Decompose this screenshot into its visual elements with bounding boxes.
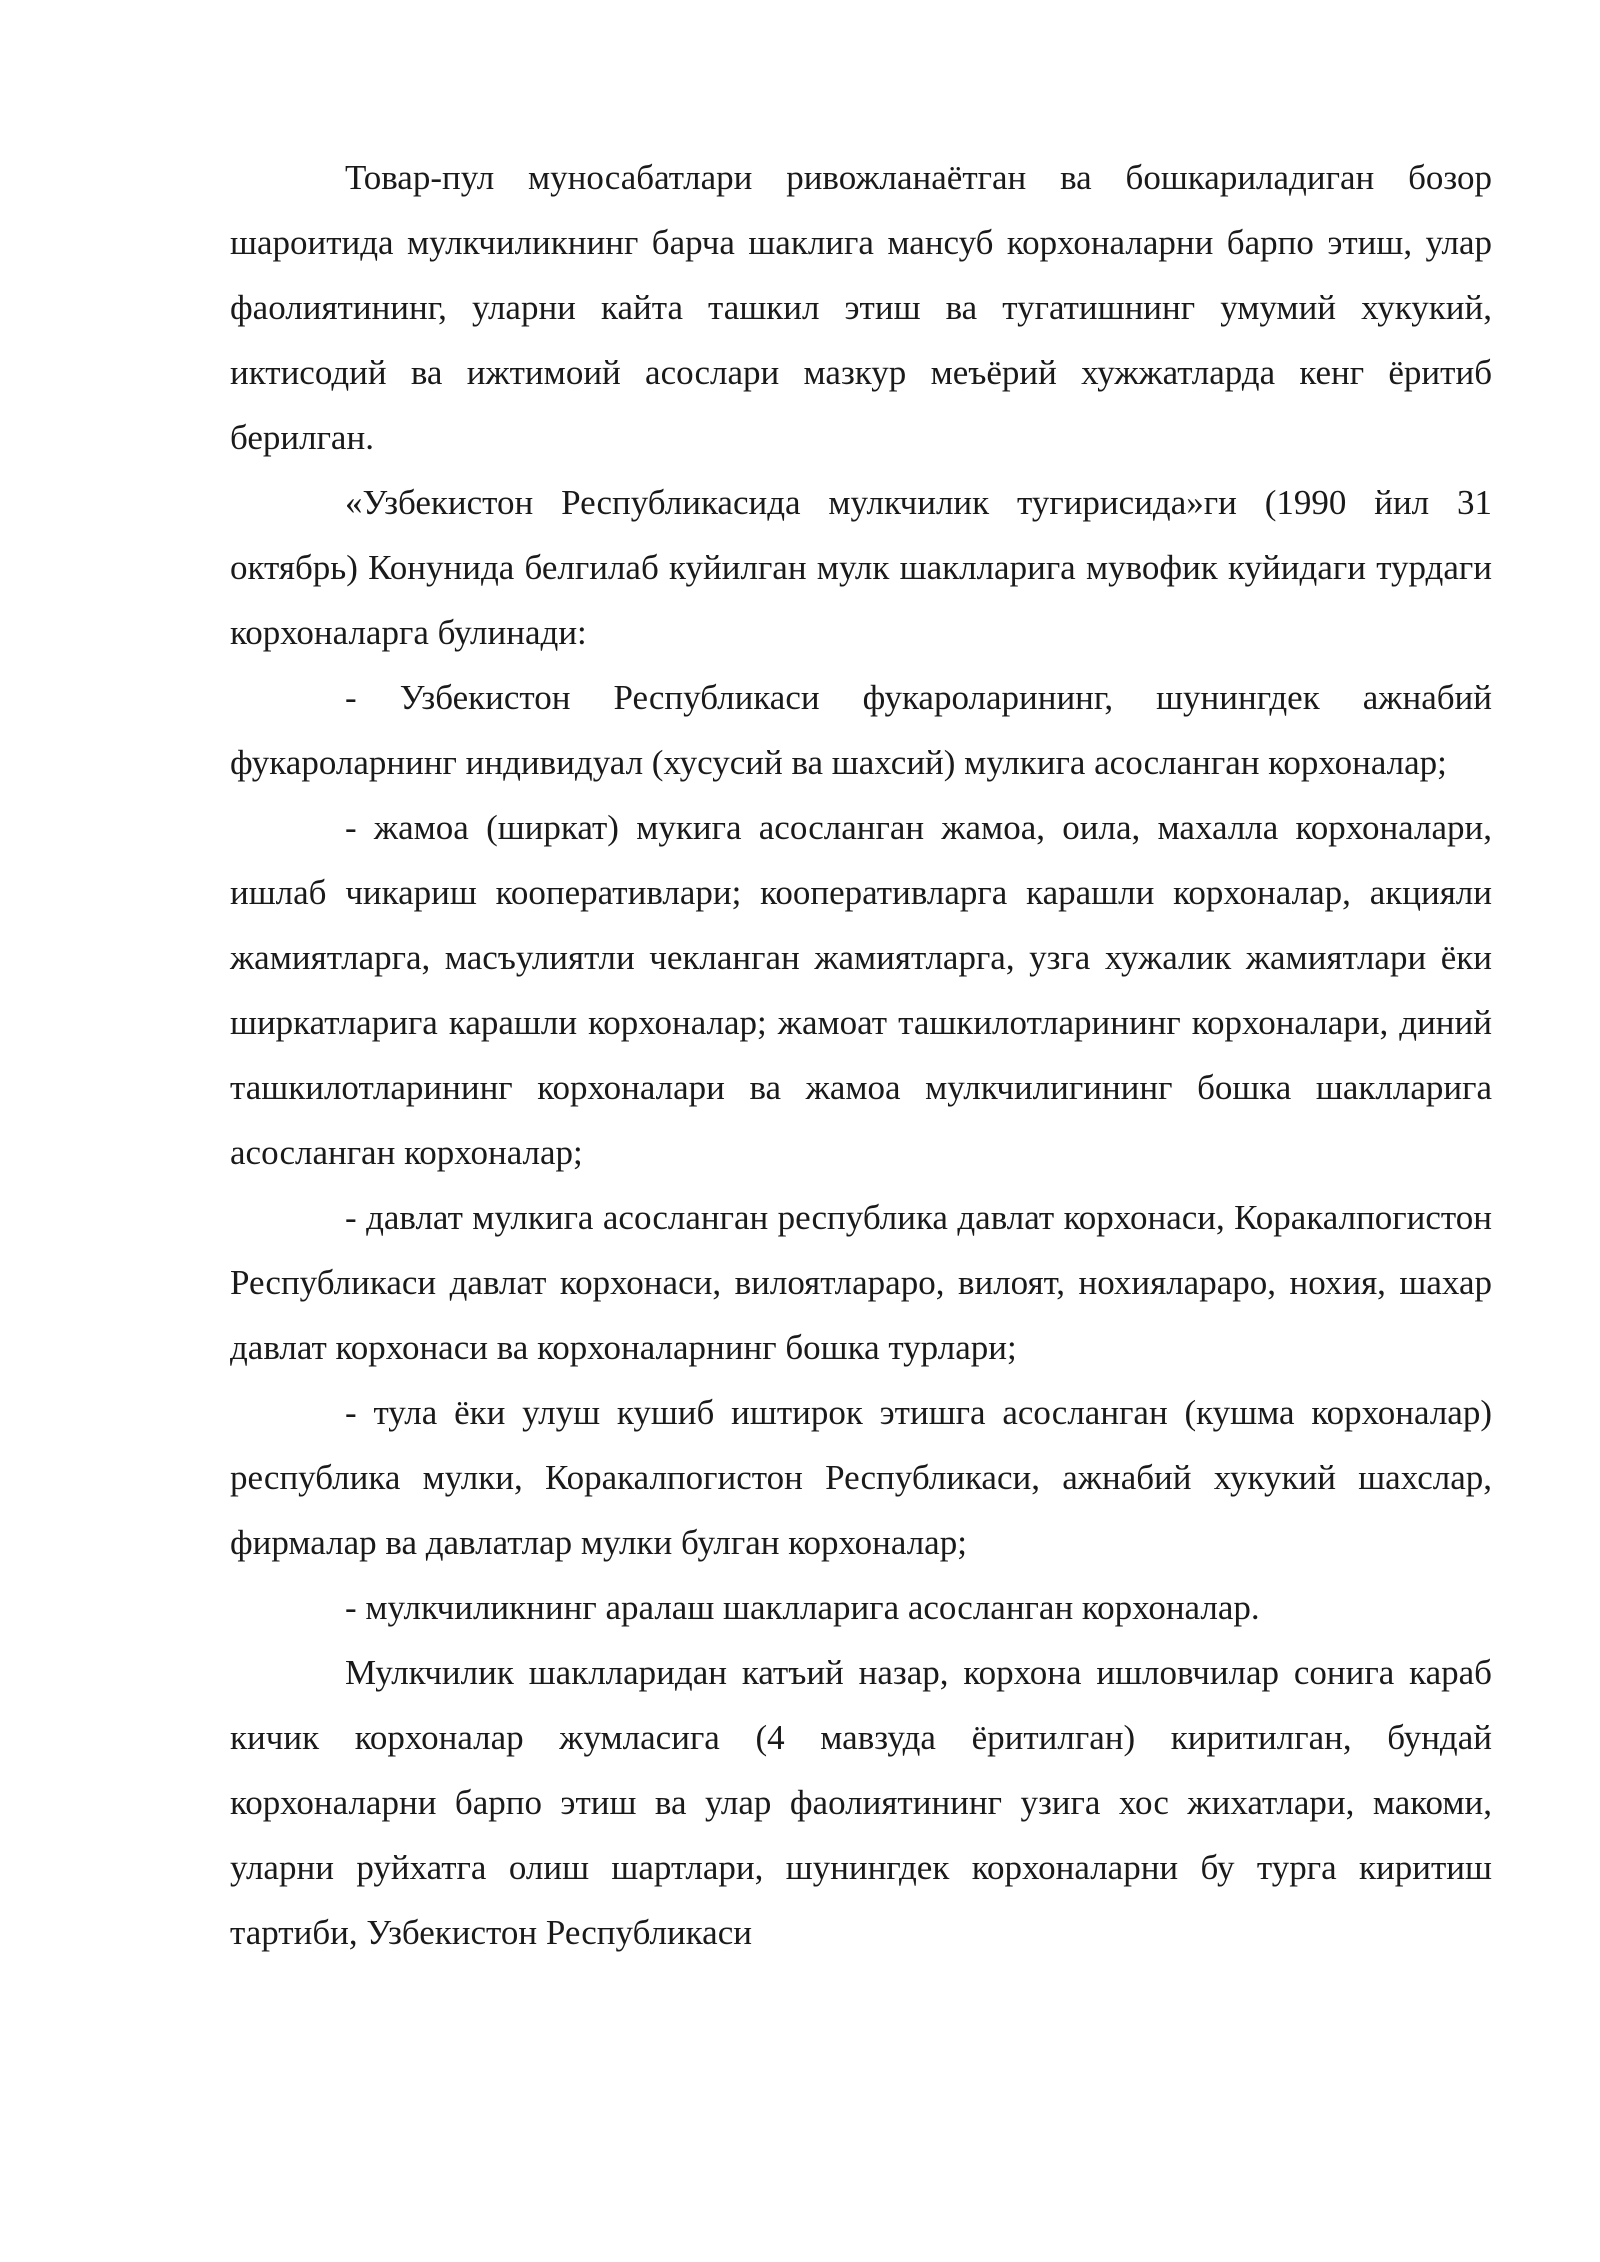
document-body: [230, 145, 1492, 1965]
list-item-individual-property: - Узбекистон Республикаси фукароларининг, шунингдек ажнабий фукароларнинг индивидуал (хусусий ва шахсий) мулкига асосланган корхоналар;: [230, 678, 1492, 782]
paragraph-intro: Товар-пул муносабатлари ривожланаётган ва бошкариладиган бозор шароитида мулкчиликнинг барча шаклига мансуб корхоналарни барпо этиш, улар фаолиятининг, уларни кайта ташкил этиш ва тугатишнинг умумий хукукий, иктисодий ва ижтимоий асослари мазкур меъёрий хужжатларда кенг ёритиб берилган.: [230, 158, 1492, 457]
list-item-state-property: - давлат мулкига асосланган республика давлат корхонаси, Коракалпогистон Республикаси давлат корхонаси, вилоятлараро, вилоят, нохиялараро, нохия, шахар давлат корхонаси ва корхоналарнинг бошка турлари;: [230, 1198, 1492, 1367]
list-item-collective-property: - жамоа (ширкат) мукига асосланган жамоа, оила, махалла корхоналари, ишлаб чикариш кооперативлари; кооперативларга карашли корхоналар, акцияли жамиятларга, масъулиятли чекланган жамиятларга, узга хужалик жамиятлари ёки ширкатларига карашли корхоналар; жамоат ташкилотларининг корхоналари, диний ташкилотларининг корхоналари ва жамоа мулкчилигининг бошка шаклларига асосланган корхоналар;: [230, 808, 1492, 1172]
paragraph-law-reference: «Узбекистон Республикасида мулкчилик тугирисида»ги (1990 йил 31 октябрь) Конунида белгилаб куйилган мулк шаклларига мувофик куйидаги турдаги корхоналарга булинади:: [230, 483, 1492, 652]
paragraph-small-enterprises: Мулкчилик шаклларидан катъий назар, корхона ишловчилар сонига караб кичик корхоналар жумласига (4 мавзуда ёритилган) киритилган, бундай корхоналарни барпо этиш ва улар фаолиятининг узига хос жихатлари, макоми, уларни руйхатга олиш шартлари, шунингдек корхоналарни бу турга киритиш тартиби, Узбекистон Республикаси: [230, 1653, 1492, 1952]
list-item-joint-ventures: - тула ёки улуш кушиб иштирок этишга асосланган (кушма корхоналар) республика мулки, Коракалпогистон Республикаси, ажнабий хукукий шахслар, фирмалар ва давлатлар мулки булган корхоналар;: [230, 1393, 1492, 1562]
list-item-mixed-property: - мулкчиликнинг аралаш шаклларига асосланган корхоналар.: [345, 1588, 1260, 1627]
